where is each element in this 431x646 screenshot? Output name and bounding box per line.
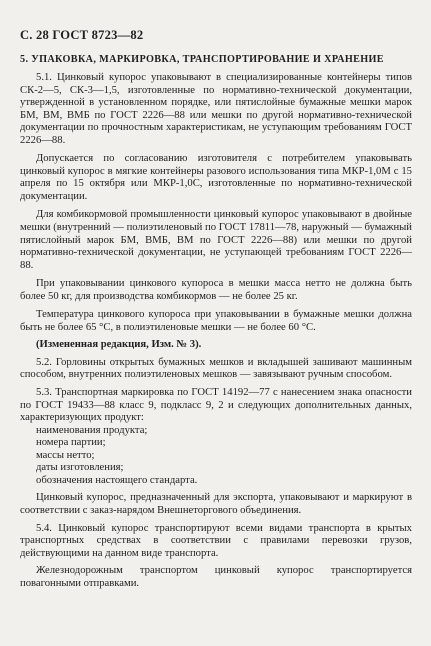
paragraph-5-2: 5.2. Горловины открытых бумажных мешков и вкладышей зашивают машинным способом, внутренних полиэтиленовых мешков — завязывают ручным способом. — [20, 356, 412, 381]
list-item-batch-number: номера партии; — [36, 437, 106, 449]
paragraph-5-3: 5.3. Транспортная маркировка по ГОСТ 14192—77 с нанесением знака опасности по ГОСТ 19433—88 класс 9, подкласс 9, 2 и следующих дополнительных данных, характеризующих продукт: — [20, 387, 412, 424]
list-item-standard-designation: обозначения настоящего стандарта. — [36, 474, 198, 486]
paragraph-mkr-containers: Допускается по согласованию изготовителя с потребителем упаковывать цинковый купорос в мягкие контейнеры разового использования типа МКР-1,0М с 15 апреля по 15 октября или МКР-1,0С, изготовленные по нормативно-технической документации. — [20, 153, 412, 202]
paragraph-5-4: 5.4. Цинковый купорос транспортируют всеми видами транспорта в крытых транспортных средствах в соответствии с правилами перевозки грузов, действующими на данном виде транспорта. — [20, 522, 412, 559]
paragraph-export: Цинковый купорос, предназначенный для экспорта, упаковывают и маркируют в соответствии с заказ-нарядом Внешнеторгового объединения. — [20, 492, 412, 516]
page-header: С. 28 ГОСТ 8723—82 — [20, 28, 144, 42]
section-title: 5. УПАКОВКА, МАРКИРОВКА, ТРАНСПОРТИРОВАНИЕ И ХРАНЕНИЕ — [20, 54, 384, 65]
document-body — [20, 72, 412, 595]
paragraph-temperature: Температура цинкового купороса при упаковывании в бумажные мешки должна быть не более 65 °С, в полиэтиленовые мешки — не более 60 °С. — [20, 309, 412, 333]
paragraph-5-1: 5.1. Цинковый купорос упаковывают в специализированные контейнеры типов СК-2—5, СК-3—1,5, изготовленные по нормативно-технической документации, утвержденной в установленном порядке, или пятислойные бумажные мешки марок БМ, ВМ, ВМБ по ГОСТ 2226—88 или мешки по другой нормативно-технической документации по прочностным характеристикам, не уступающим требованиям ГОСТ 2226—88. — [20, 72, 412, 146]
paragraph-feed-industry: Для комбикормовой промышленности цинковый купорос упаковывают в двойные мешки (внутренний — полиэтиленовый по ГОСТ 17811—78, наружный — бумажный пятислойный марок БМ, ВМБ, ВМ по ГОСТ 2226—88) или мешки по другой нормативно-технической документации, не уступающей требованиям ГОСТ 2226—88. — [20, 209, 412, 271]
list-item-net-mass: массы нетто; — [36, 449, 95, 461]
amendment-note: (Измененная редакция, Изм. № 3). — [36, 339, 202, 351]
paragraph-net-mass: При упаковывании цинкового купороса в мешки масса нетто не должна быть более 50 кг, для производства комбикормов — не более 25 кг. — [20, 278, 412, 302]
list-item-product-name: наименования продукта; — [36, 424, 148, 436]
paragraph-rail-transport: Железнодорожным транспортом цинковый купорос транспортируется повагонными отправками. — [20, 565, 412, 589]
list-item-manufacture-date: даты изготовления; — [36, 462, 124, 474]
